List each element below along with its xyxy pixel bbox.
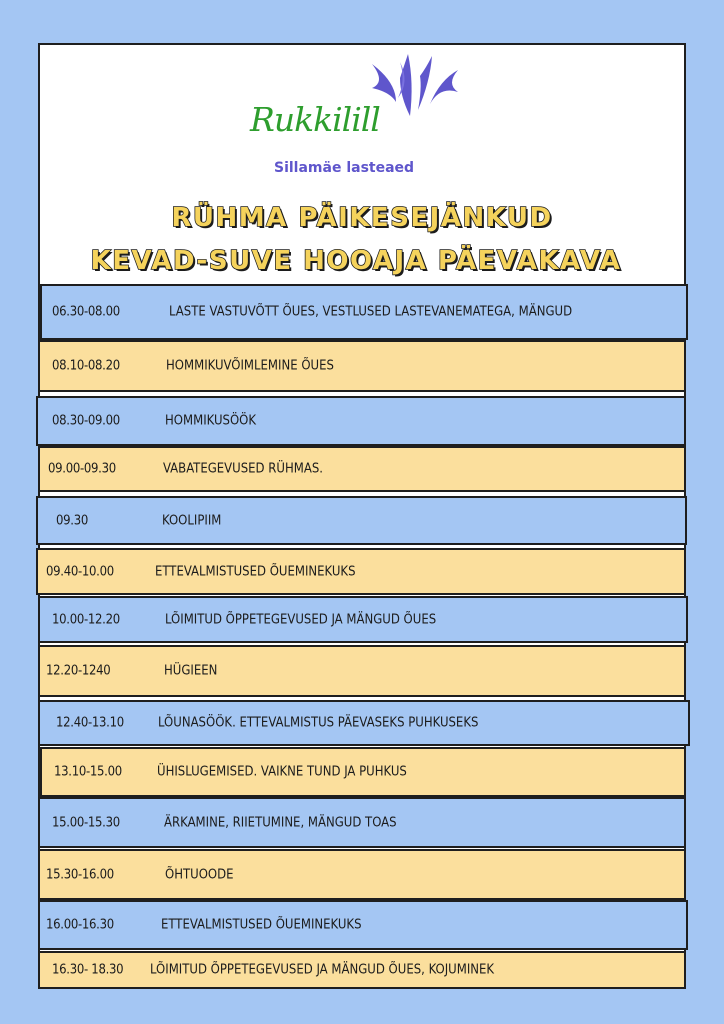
schedule-row <box>36 496 687 545</box>
schedule-row <box>38 900 688 950</box>
schedule-activity: HÜGIEEN <box>164 663 218 679</box>
schedule-time: 06.30-08.00 <box>52 304 120 320</box>
schedule-row <box>36 396 686 446</box>
schedule-activity: LASTE VASTUVÕTT ÕUES, VESTLUSED LASTEVANEMATEGA, MÄNGUD <box>169 304 573 320</box>
schedule-activity: HOMMIKUSÖÖK <box>165 413 257 429</box>
schedule-time: 12.20-1240 <box>46 663 111 679</box>
schedule-row <box>38 446 686 492</box>
schedule-activity: LÕIMITUD ÕPPETEGEVUSED JA MÄNGUD ÕUES <box>165 612 437 627</box>
schedule-time: 15.30-16.00 <box>46 867 114 882</box>
logo-subtitle: Sillamäe lasteaed <box>274 160 415 176</box>
schedule-row <box>36 548 686 595</box>
schedule-time: 10.00-12.20 <box>52 612 120 627</box>
schedule-time: 13.10-15.00 <box>54 764 122 780</box>
schedule-activity: ÕHTUOODE <box>165 867 234 882</box>
schedule-row <box>38 849 686 900</box>
schedule-time: 16.00-16.30 <box>46 917 114 933</box>
schedule-activity: KOOLIPIIM <box>162 513 222 528</box>
schedule-time: 15.00-15.30 <box>52 815 120 830</box>
schedule-activity: LÕIMITUD ÕPPETEGEVUSED JA MÄNGUD ÕUES, KOJUMINEK <box>150 962 495 978</box>
schedule-title: KEVAD-SUVE HOOAJA PÄEVAKAVA <box>90 246 622 276</box>
schedule-row <box>40 747 686 797</box>
schedule-row <box>38 797 686 848</box>
logo-name: Rukkilill <box>250 100 380 139</box>
schedule-activity: ÜHISLUGEMISED. VAIKNE TUND JA PUHKUS <box>157 764 407 780</box>
schedule-activity: HOMMIKUVÕIMLEMINE ÕUES <box>166 358 334 374</box>
schedule-time: 12.40-13.10 <box>56 715 124 731</box>
schedule-activity: ETTEVALMISTUSED ÕUEMINEKUKS <box>161 917 362 933</box>
schedule-activity: ÄRKAMINE, RIIETUMINE, MÄNGUD TOAS <box>164 815 397 830</box>
schedule-row <box>40 284 688 340</box>
schedule-activity: VABATEGEVUSED RÜHMAS. <box>163 461 323 477</box>
schedule-time: 08.30-09.00 <box>52 413 120 429</box>
schedule-row <box>38 340 686 392</box>
schedule-time: 09.40-10.00 <box>46 564 114 579</box>
schedule-row <box>38 596 688 643</box>
schedule-row <box>38 645 686 697</box>
schedule-activity: ETTEVALMISTUSED ÕUEMINEKUKS <box>155 564 356 579</box>
group-title: RÜHMA PÄIKESEJÄNKUD <box>171 203 553 233</box>
schedule-time: 09.30 <box>56 513 88 528</box>
schedule-row <box>38 951 686 989</box>
schedule-time: 09.00-09.30 <box>48 461 116 477</box>
schedule-activity: LÕUNASÖÖK. ETTEVALMISTUS PÄEVASEKS PUHKUSEKS <box>158 715 479 731</box>
schedule-time: 16.30- 18.30 <box>52 962 124 978</box>
schedule-row <box>38 700 690 746</box>
schedule-time: 08.10-08.20 <box>52 358 120 374</box>
logo <box>250 52 470 182</box>
